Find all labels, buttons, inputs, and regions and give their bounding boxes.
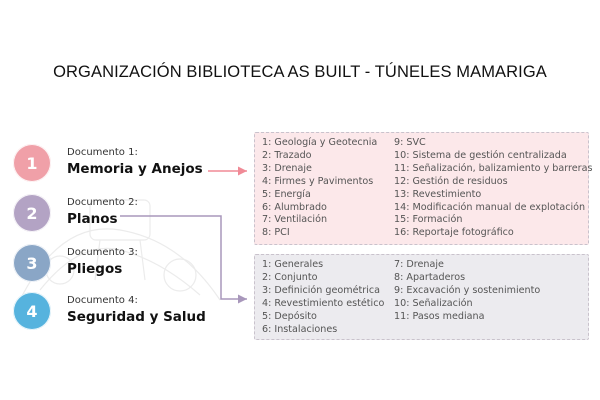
- list-item: 1: Geología y Geotecnia: [262, 137, 378, 148]
- planos-left-column: [262, 259, 384, 336]
- list-item: 3: Definición geométrica: [262, 284, 381, 296]
- list-item: 2: Trazado: [262, 149, 312, 161]
- document-3-label: Documento 3:: [67, 247, 138, 258]
- document-2-name: Planos: [67, 211, 118, 227]
- list-item: 14: Modificación manual de explotación: [394, 201, 586, 213]
- number-badge-2: 2: [13, 194, 51, 232]
- page-title: ORGANIZACIÓN BIBLIOTECA AS BUILT - TÚNELES MAMARIGA: [53, 63, 547, 81]
- list-item: 10: Sistema de gestión centralizada: [394, 149, 567, 161]
- list-item: 4: Revestimiento estético: [262, 297, 385, 309]
- number-badge-3: 3: [13, 244, 51, 282]
- list-item: 10: Señalización: [394, 297, 473, 309]
- memoria-left-column: [262, 137, 377, 240]
- list-item: 13: Revestimiento: [394, 188, 482, 200]
- document-1-name: Memoria y Anejos: [67, 161, 203, 177]
- list-item: 12: Gestión de residuos: [394, 175, 508, 187]
- list-item: 8: Apartaderos: [394, 271, 466, 283]
- list-item: 9: SVC: [394, 137, 426, 148]
- list-item: 8: PCI: [262, 227, 290, 239]
- list-item: 3: Drenaje: [262, 162, 312, 174]
- list-item: 6: Instalaciones: [262, 323, 338, 335]
- list-item: 7: Drenaje: [394, 259, 444, 270]
- document-4-label: Documento 4:: [67, 295, 138, 306]
- number-badge-1: 1: [13, 144, 51, 182]
- document-3-name: Pliegos: [67, 261, 123, 277]
- list-item: 2: Conjunto: [262, 271, 318, 283]
- list-item: 11: Señalización, balizamiento y barreras: [394, 162, 593, 174]
- document-2-label: Documento 2:: [67, 197, 138, 208]
- list-item: 11: Pasos mediana: [394, 310, 485, 322]
- number-badge-4: 4: [13, 292, 51, 330]
- list-item: 9: Excavación y sostenimiento: [394, 284, 541, 296]
- list-item: 5: Depósito: [262, 310, 317, 322]
- planos-list: [254, 254, 589, 340]
- planos-right-column: [394, 259, 540, 324]
- document-1-label: Documento 1:: [67, 147, 138, 158]
- list-item: 4: Firmes y Pavimentos: [262, 175, 374, 187]
- arrow-planos: [120, 216, 247, 299]
- list-item: 15: Formación: [394, 214, 463, 226]
- document-4-name: Seguridad y Salud: [67, 309, 206, 325]
- list-item: 16: Reportaje fotográfico: [394, 227, 514, 239]
- list-item: 5: Energía: [262, 188, 311, 200]
- list-item: 6: Alumbrado: [262, 201, 327, 213]
- list-item: 7: Ventilación: [262, 214, 328, 226]
- memoria-anejos-list: [254, 132, 593, 245]
- list-item: 1: Generales: [262, 259, 324, 270]
- memoria-right-column: [394, 137, 593, 240]
